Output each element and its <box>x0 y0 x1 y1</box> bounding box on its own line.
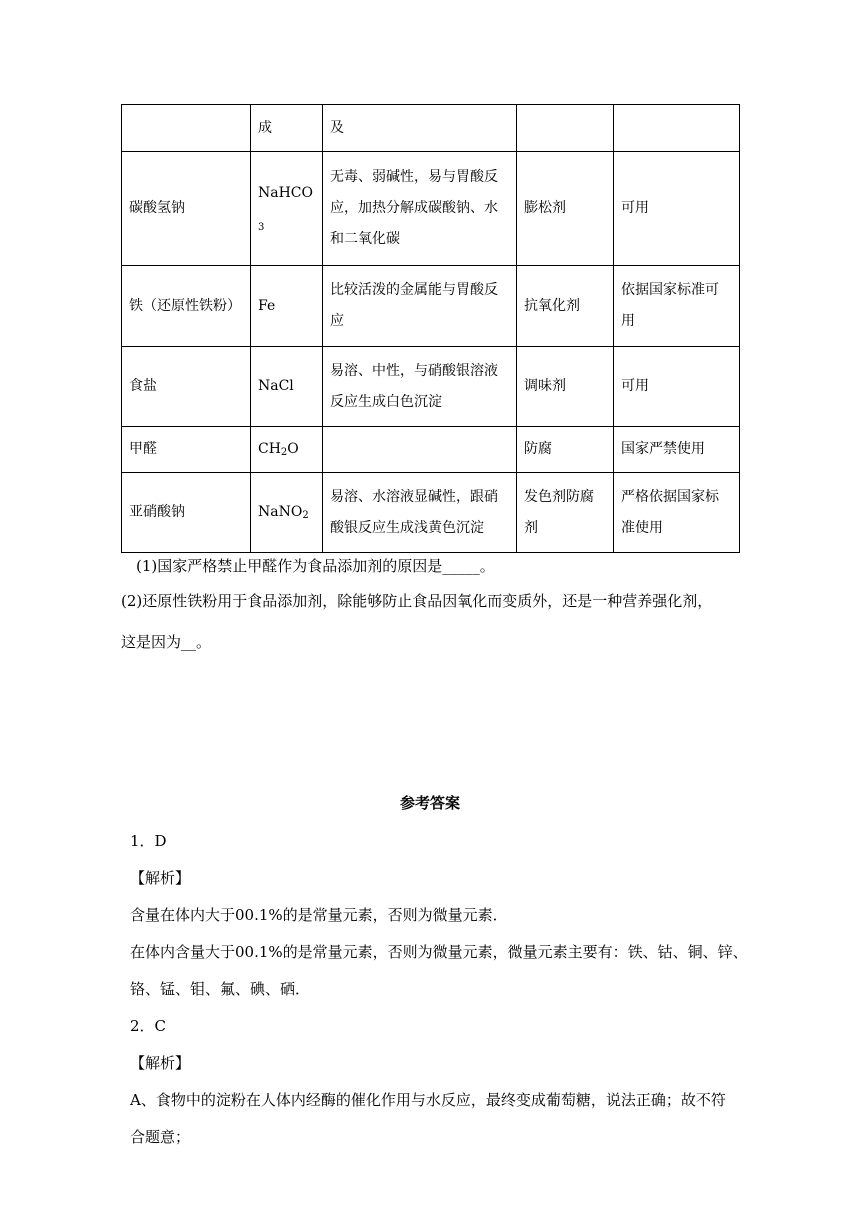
table-cell <box>614 105 740 152</box>
formula-cell <box>251 427 323 473</box>
table-row <box>122 266 740 347</box>
answer-line: 2．C <box>130 1017 167 1035</box>
answer-line: 铬、锰、钼、氟、碘、硒． <box>130 980 311 998</box>
table-cell: 依据国家标准可用 <box>614 266 740 347</box>
table-cell: 发色剂防腐剂 <box>517 473 614 553</box>
table-cell: 及 <box>323 105 517 152</box>
answer-line: 合题意； <box>130 1128 191 1146</box>
formula-subscript: 2 <box>302 510 309 521</box>
table-cell <box>517 105 614 152</box>
table-cell <box>122 105 251 152</box>
answer-heading: 参考答案 <box>399 794 460 812</box>
table-row <box>122 105 740 152</box>
answer-line: 【解析】 <box>130 869 191 887</box>
table-cell: 比较活泼的金属能与胃酸反应 <box>323 266 517 347</box>
answer-line: 【解析】 <box>130 1054 191 1072</box>
formula-cell <box>251 473 323 553</box>
table-row <box>122 152 740 266</box>
table-cell: 严格依据国家标准使用 <box>614 473 740 553</box>
formula-text: NaHCO <box>258 184 313 201</box>
table-cell: 碳酸氢钠 <box>122 152 251 266</box>
formula-text: NaNO <box>258 504 303 520</box>
table-cell: 可用 <box>614 347 740 427</box>
answer-line: A、食物中的淀粉在人体内经酶的催化作用与水反应，最终变成葡萄糖，说法正确；故不符 <box>130 1091 726 1109</box>
formula-subscript: 3 <box>258 221 265 233</box>
formula-subscript: 2 <box>280 447 288 458</box>
question-1: (1)国家严格禁止甲醛作为食品添加剂的原因是_____。 <box>136 557 495 575</box>
table-row <box>122 347 740 427</box>
table-cell: 可用 <box>614 152 740 266</box>
answer-line: 1．D <box>130 832 167 850</box>
table-cell: 抗氧化剂 <box>517 266 614 347</box>
formula-text: O <box>287 441 299 457</box>
table-cell: 易溶、中性，与硝酸银溶液反应生成白色沉淀 <box>323 347 517 427</box>
table-cell: 甲醛 <box>122 427 251 473</box>
table-cell: 无毒、弱碱性，易与胃酸反应，加热分解成碳酸钠、水和二氧化碳 <box>323 152 517 266</box>
table-cell: 食盐 <box>122 347 251 427</box>
table-cell: 国家严禁使用 <box>614 427 740 473</box>
formula-cell <box>251 152 323 266</box>
food-additive-table <box>121 104 740 553</box>
table-cell: 成 <box>251 105 323 152</box>
answer-line: 在体内含量大于00.1%的是常量元素，否则为微量元素，微量元素主要有：铁、钴、铜、锌、 <box>130 943 748 961</box>
table-row <box>122 473 740 553</box>
table-cell: 膨松剂 <box>517 152 614 266</box>
table-cell: 铁（还原性铁粉） <box>122 266 251 347</box>
table-cell: 调味剂 <box>517 347 614 427</box>
table-cell: Fe <box>251 266 323 347</box>
answer-line: 含量在体内大于00.1%的是常量元素，否则为微量元素． <box>130 906 508 924</box>
table-cell <box>323 427 517 473</box>
table-row <box>122 427 740 473</box>
table-cell: 亚硝酸钠 <box>122 473 251 553</box>
formula-text: CH <box>258 441 281 457</box>
table-cell: NaCl <box>251 347 323 427</box>
table-cell: 防腐 <box>517 427 614 473</box>
question-2-line-2: 这是因为__。 <box>121 633 212 651</box>
question-2-line-1: (2)还原性铁粉用于食品添加剂，除能够防止食品因氧化而变质外，还是一种营养强化剂， <box>121 592 713 610</box>
table-cell: 易溶、水溶液显碱性，跟硝酸银反应生成浅黄色沉淀 <box>323 473 517 553</box>
